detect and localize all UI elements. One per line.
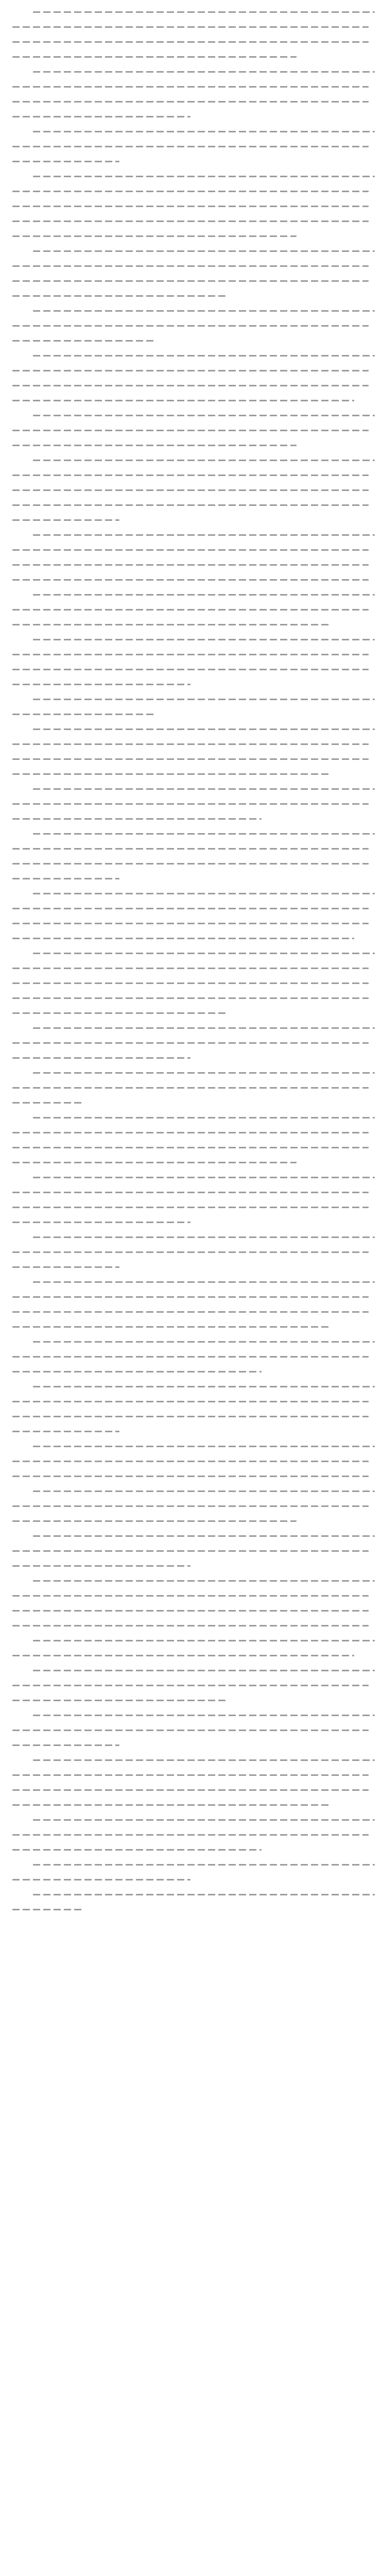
- paragraph: [12, 1281, 369, 1328]
- paragraph: [12, 1864, 369, 1880]
- handwritten-line: [12, 1685, 369, 1686]
- handwritten-line: [12, 1222, 190, 1223]
- handwritten-line: [12, 1595, 369, 1597]
- handwritten-line: [12, 938, 354, 939]
- handwritten-line: [12, 1804, 332, 1806]
- handwritten-line: [33, 310, 375, 312]
- handwritten-line: [12, 1251, 369, 1253]
- handwritten-line: [12, 549, 369, 551]
- handwritten-line: [12, 86, 369, 88]
- handwritten-line: [12, 1401, 369, 1402]
- handwritten-line: [12, 1057, 190, 1059]
- paragraph: [12, 893, 369, 939]
- handwritten-line: [12, 191, 369, 192]
- handwritten-line: [12, 654, 369, 655]
- handwritten-line: [12, 146, 369, 147]
- handwritten-line: [33, 1759, 375, 1761]
- handwritten-line: [12, 1476, 369, 1477]
- handwritten-line: [12, 1326, 332, 1328]
- handwritten-line: [12, 669, 369, 670]
- handwritten-line: [33, 250, 375, 252]
- handwritten-line: [12, 56, 297, 58]
- paragraph: [12, 11, 369, 58]
- paragraph: [12, 534, 369, 581]
- handwritten-line: [12, 1416, 369, 1417]
- paragraph: [12, 131, 369, 162]
- handwritten-line: [12, 1102, 83, 1104]
- handwritten-line: [12, 1087, 369, 1089]
- handwritten-line: [12, 1520, 297, 1522]
- handwritten-line: [12, 1849, 262, 1851]
- handwritten-line: [12, 818, 262, 820]
- handwritten-line: [12, 743, 369, 745]
- handwritten-line: [12, 1042, 369, 1044]
- handwritten-line: [12, 1625, 369, 1626]
- handwritten-line: [12, 878, 119, 879]
- paragraph: [12, 310, 369, 342]
- handwritten-line: [12, 445, 297, 446]
- handwritten-line: [33, 1281, 375, 1283]
- handwritten-line: [12, 609, 369, 611]
- handwritten-line: [12, 1431, 119, 1432]
- handwritten-line: [12, 1730, 369, 1731]
- handwritten-line: [12, 474, 369, 476]
- paragraph: [12, 1117, 369, 1163]
- handwritten-line: [33, 1715, 375, 1716]
- handwritten-line: [12, 504, 369, 506]
- paragraph: [12, 1715, 369, 1746]
- handwritten-line: [12, 1565, 190, 1567]
- handwritten-line: [12, 1132, 369, 1133]
- handwritten-line: [12, 1147, 369, 1148]
- paragraph: [12, 1027, 369, 1059]
- handwritten-line: [12, 908, 369, 909]
- paragraph: [12, 1236, 369, 1268]
- handwritten-line: [33, 953, 375, 954]
- handwritten-line: [33, 534, 375, 536]
- handwritten-line: [12, 1371, 262, 1372]
- handwritten-line: [12, 758, 369, 760]
- handwritten-line: [33, 833, 375, 835]
- handwritten-line: [12, 385, 369, 386]
- handwritten-line: [12, 1207, 369, 1208]
- paragraph: [12, 639, 369, 685]
- handwritten-line: [33, 1819, 375, 1821]
- handwritten-line: [33, 1386, 375, 1387]
- handwritten-line: [33, 131, 375, 132]
- handwritten-line: [33, 728, 375, 730]
- handwritten-line: [12, 1655, 354, 1656]
- paragraph: [12, 1670, 369, 1701]
- paragraph: [12, 953, 369, 1014]
- paragraph: [12, 1759, 369, 1806]
- paragraph: [12, 250, 369, 297]
- handwritten-line: [12, 1505, 369, 1507]
- handwritten-line: [33, 1490, 375, 1492]
- handwritten-line: [12, 295, 226, 297]
- handwritten-line: [12, 101, 369, 103]
- handwritten-line: [33, 1072, 375, 1074]
- handwritten-line: [12, 1610, 369, 1612]
- handwritten-line: [12, 1162, 297, 1163]
- paragraph: [12, 1640, 369, 1656]
- paragraph: [12, 1177, 369, 1223]
- handwritten-line: [12, 1789, 369, 1791]
- handwritten-line: [33, 893, 375, 894]
- paragraph: [12, 1535, 369, 1567]
- paragraph: [12, 833, 369, 879]
- paragraph: [12, 355, 369, 401]
- handwritten-line: [12, 116, 190, 117]
- handwritten-line: [33, 1027, 375, 1029]
- paragraph: [12, 415, 369, 446]
- handwritten-line: [12, 1744, 119, 1746]
- handwritten-line: [12, 863, 369, 865]
- handwritten-line: [12, 1879, 190, 1880]
- handwritten-line: [33, 71, 375, 73]
- handwritten-line: [33, 460, 375, 461]
- handwritten-line: [33, 1341, 375, 1343]
- handwritten-line: [12, 848, 369, 850]
- handwritten-line: [12, 325, 369, 327]
- paragraph: [12, 176, 369, 237]
- handwritten-line: [33, 415, 375, 416]
- handwritten-line: [12, 519, 119, 521]
- handwritten-line: [12, 714, 154, 715]
- paragraph: [12, 699, 369, 715]
- handwritten-line: [12, 235, 297, 237]
- handwritten-line: [12, 400, 354, 401]
- handwritten-line: [12, 41, 369, 43]
- handwritten-line: [33, 355, 375, 357]
- paragraph: [12, 594, 369, 625]
- handwritten-line: [12, 1461, 369, 1462]
- handwritten-line: [33, 11, 375, 13]
- paragraph: [12, 788, 369, 820]
- paragraph: [12, 460, 369, 521]
- handwritten-line: [33, 699, 375, 700]
- handwritten-line: [12, 1012, 226, 1014]
- paragraph: [12, 1341, 369, 1372]
- handwritten-line: [12, 1192, 369, 1193]
- paragraph: [12, 1490, 369, 1522]
- paragraph: [12, 1894, 369, 1910]
- handwritten-line: [12, 340, 154, 342]
- handwritten-line: [33, 788, 375, 790]
- handwritten-line: [33, 1535, 375, 1537]
- handwritten-line: [12, 997, 369, 999]
- paragraph: [12, 71, 369, 117]
- handwritten-line: [12, 968, 369, 969]
- handwritten-line: [12, 265, 369, 267]
- handwritten-line: [12, 773, 332, 775]
- handwritten-line: [12, 161, 119, 162]
- handwritten-line: [33, 1864, 375, 1866]
- handwritten-line: [33, 594, 375, 596]
- handwritten-line: [12, 1700, 226, 1701]
- paragraph: [12, 1819, 369, 1851]
- handwritten-line: [12, 684, 190, 685]
- handwritten-line: [12, 370, 369, 371]
- handwritten-line: [12, 564, 369, 566]
- handwritten-line: [33, 1894, 375, 1895]
- paragraph: [12, 1580, 369, 1626]
- handwritten-line: [12, 1834, 369, 1836]
- handwritten-line: [12, 489, 369, 491]
- handwritten-line: [33, 639, 375, 640]
- handwritten-line: [33, 1640, 375, 1641]
- paragraph: [12, 1072, 369, 1104]
- paragraph: [12, 728, 369, 775]
- handwritten-line: [33, 1177, 375, 1178]
- handwritten-line: [33, 1117, 375, 1118]
- handwritten-line: [33, 1236, 375, 1238]
- handwritten-line: [12, 206, 369, 207]
- handwritten-line: [12, 923, 369, 924]
- handwritten-line: [33, 176, 375, 177]
- paragraph: [12, 1386, 369, 1432]
- handwritten-line: [12, 1550, 369, 1552]
- paragraph: [12, 1446, 369, 1477]
- handwritten-line: [12, 624, 332, 625]
- handwritten-line: [12, 26, 369, 28]
- handwritten-line: [12, 430, 369, 431]
- handwritten-line: [33, 1670, 375, 1671]
- handwritten-line: [33, 1580, 375, 1582]
- handwritten-line: [33, 1446, 375, 1447]
- handwritten-line: [12, 1356, 369, 1358]
- handwritten-line: [12, 803, 369, 805]
- handwritten-line: [12, 579, 369, 581]
- handwritten-line: [12, 1296, 369, 1298]
- handwritten-line: [12, 1774, 369, 1776]
- handwritten-line: [12, 280, 369, 282]
- handwritten-line: [12, 221, 369, 222]
- handwritten-line: [12, 1909, 83, 1910]
- handwritten-line: [12, 1266, 119, 1268]
- handwritten-line: [12, 982, 369, 984]
- handwritten-line: [12, 1311, 369, 1313]
